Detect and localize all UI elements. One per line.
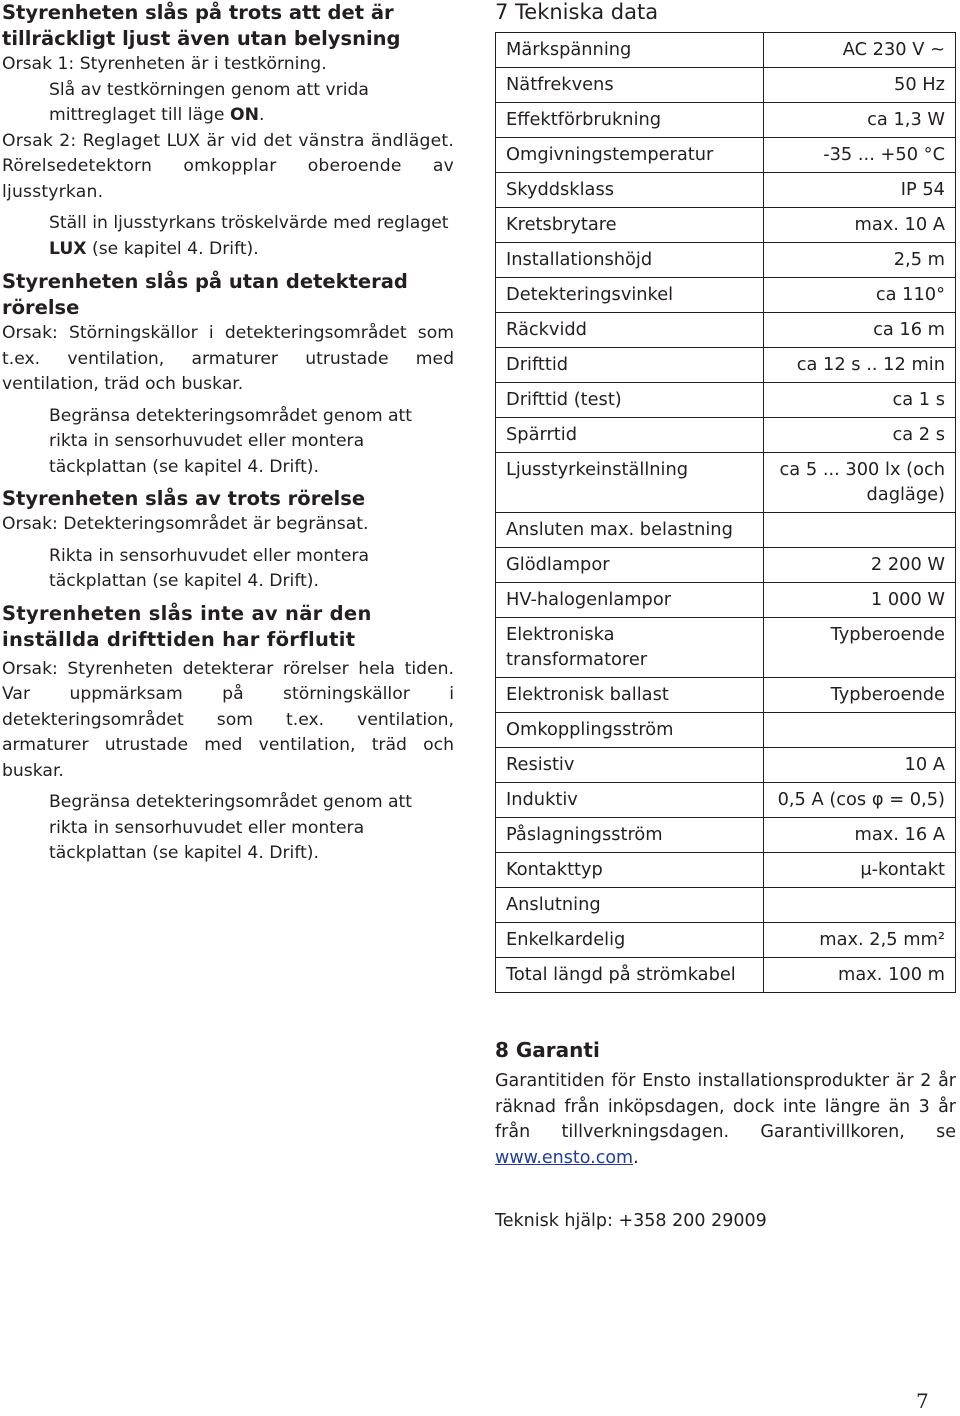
spec-label: Installationshöjd: [496, 243, 764, 278]
cause-constant-motion: Orsak: Styrenheten detekterar rörelser hela tiden. Var uppmärksam på störningskällor i detekteringsområdet som t.ex. ventilation, armaturer utrustade med ventilation, träd och buskar.: [2, 658, 454, 781]
spec-label: Räckvidd: [496, 313, 764, 348]
spec-label: Skyddsklass: [496, 173, 764, 208]
spec-value: [764, 513, 956, 548]
fix-limit-area-2: Begränsa detekteringsområdet genom att rikta in sensorhuvudet eller montera täckplattan (se kapitel 4. Drift).: [49, 792, 413, 863]
spec-label: Nätfrekvens: [496, 68, 764, 103]
spec-label: Effektförbrukning: [496, 103, 764, 138]
spec-row: [496, 278, 956, 313]
spec-value: AC 230 V ~: [764, 33, 956, 68]
warranty-section: [495, 1037, 956, 1235]
spec-row: [496, 173, 956, 208]
spec-value: [764, 713, 956, 748]
fix-2: Ställ in ljusstyrkans tröskelvärde med reglaget LUX (se kapitel 4. Drift).: [49, 213, 449, 259]
spec-value: 0,5 A (cos φ = 0,5): [764, 783, 956, 818]
heading-off-despite-motion: Styrenheten slås av trots rörelse: [2, 487, 366, 510]
spec-label: Märkspänning: [496, 33, 764, 68]
cause-1: Orsak 1: Styrenheten är i testkörning.: [2, 54, 327, 74]
cause-2: Orsak 2: Reglaget LUX är vid det vänstra ändläget. Rörelsedetektorn omkopplar oberoende av ljusstyrkan.: [2, 130, 454, 202]
spec-label: Spärrtid: [496, 418, 764, 453]
fix-limit-area: Begränsa detekteringsområdet genom att rikta in sensorhuvudet eller montera täckplattan (se kapitel 4. Drift).: [49, 405, 413, 477]
tech-data-table: [495, 32, 956, 993]
cause-limited-area: Orsak: Detekteringsområdet är begränsat.: [2, 514, 369, 534]
page-number: 7: [916, 1389, 929, 1413]
spec-value: Typberoende: [764, 678, 956, 713]
ensto-link[interactable]: www.ensto.com: [495, 1147, 634, 1168]
spec-label: Ansluten max. belastning: [496, 513, 764, 548]
spec-row: [496, 713, 956, 748]
spec-label: Glödlampor: [496, 548, 764, 583]
spec-label: HV-halogenlampor: [496, 583, 764, 618]
tech-data-title: 7 Tekniska data: [495, 0, 659, 24]
spec-label: Omgivningstemperatur: [496, 138, 764, 173]
spec-row: [496, 138, 956, 173]
spec-value: 50 Hz: [764, 68, 956, 103]
spec-label: Kontakttyp: [496, 853, 764, 888]
heading-not-off-after-time: Styrenheten slås inte av när den inställda drifttiden har förflutit: [2, 601, 372, 651]
spec-row: [496, 208, 956, 243]
spec-row: [496, 818, 956, 853]
spec-value: 2,5 m: [764, 243, 956, 278]
heading-on-despite-light: Styrenheten slås på trots att det är tillräckligt ljust även utan belysning: [2, 1, 401, 50]
spec-value: ca 5 ... 300 lx (och dagläge): [764, 453, 956, 513]
spec-label: Detekteringsvinkel: [496, 278, 764, 313]
spec-value: ca 110°: [764, 278, 956, 313]
spec-label: Drifttid: [496, 348, 764, 383]
spec-value: max. 100 m: [764, 958, 956, 993]
spec-row: [496, 418, 956, 453]
warranty-text: Garantitiden för Ensto installationsprodukter är 2 år räknad från inköpsdagen, dock inte längre än 3 år från tillverkningsdagen. Garantivillkoren, se www.ensto.com.: [495, 1071, 956, 1168]
spec-value: 10 A: [764, 748, 956, 783]
spec-label: Resistiv: [496, 748, 764, 783]
spec-value: IP 54: [764, 173, 956, 208]
spec-value: max. 10 A: [764, 208, 956, 243]
spec-row: [496, 33, 956, 68]
spec-label: Elektronisk ballast: [496, 678, 764, 713]
spec-row: [496, 383, 956, 418]
spec-value: ca 2 s: [764, 418, 956, 453]
spec-value: -35 ... +50 °C: [764, 138, 956, 173]
spec-row: [496, 348, 956, 383]
spec-row: [496, 888, 956, 923]
cause-interference: Orsak: Störningskällor i detekteringsområdet som t.ex. ventilation, armaturer utrustade med ventilation, träd och buskar.: [2, 323, 454, 394]
spec-label: Påslagningsström: [496, 818, 764, 853]
fix-align-sensor: Rikta in sensorhuvudet eller montera täckplattan (se kapitel 4. Drift).: [49, 545, 370, 591]
spec-value: ca 1 s: [764, 383, 956, 418]
spec-label: Anslutning: [496, 888, 764, 923]
spec-value: ca 16 m: [764, 313, 956, 348]
spec-row: [496, 68, 956, 103]
spec-value: ca 12 s .. 12 min: [764, 348, 956, 383]
spec-label: Induktiv: [496, 783, 764, 818]
spec-row: [496, 513, 956, 548]
fix-1: Slå av testkörningen genom att vrida mittreglaget till läge ON.: [49, 79, 369, 125]
spec-row: [496, 548, 956, 583]
spec-row: [496, 678, 956, 713]
spec-row: [496, 583, 956, 618]
spec-value: 2 200 W: [764, 548, 956, 583]
spec-label: Kretsbrytare: [496, 208, 764, 243]
spec-row: [496, 958, 956, 993]
spec-label: Drifttid (test): [496, 383, 764, 418]
spec-value: 1 000 W: [764, 583, 956, 618]
spec-row: [496, 783, 956, 818]
support-phone: Teknisk hjälp: +358 200 29009: [495, 1211, 767, 1231]
warranty-title: 8 Garanti: [495, 1038, 600, 1062]
spec-value: max. 2,5 mm²: [764, 923, 956, 958]
spec-value: ca 1,3 W: [764, 103, 956, 138]
spec-label: Enkelkardelig: [496, 923, 764, 958]
spec-row: [496, 243, 956, 278]
spec-row: [496, 923, 956, 958]
heading-on-without-motion: Styrenheten slås på utan detekterad rörelse: [2, 270, 408, 319]
spec-row: [496, 453, 956, 513]
spec-value: Typberoende: [764, 618, 956, 678]
spec-row: [496, 853, 956, 888]
spec-row: [496, 103, 956, 138]
spec-label: Omkopplingsström: [496, 713, 764, 748]
right-column: [495, 0, 956, 1235]
spec-row: [496, 618, 956, 678]
spec-row: [496, 748, 956, 783]
left-column: [2, 0, 454, 867]
spec-value: μ-kontakt: [764, 853, 956, 888]
spec-label: Total längd på strömkabel: [496, 958, 764, 993]
spec-value: [764, 888, 956, 923]
spec-label: Ljusstyrkeinställning: [496, 453, 764, 513]
spec-row: [496, 313, 956, 348]
spec-label: Elektroniska transformatorer: [496, 618, 764, 678]
spec-value: max. 16 A: [764, 818, 956, 853]
